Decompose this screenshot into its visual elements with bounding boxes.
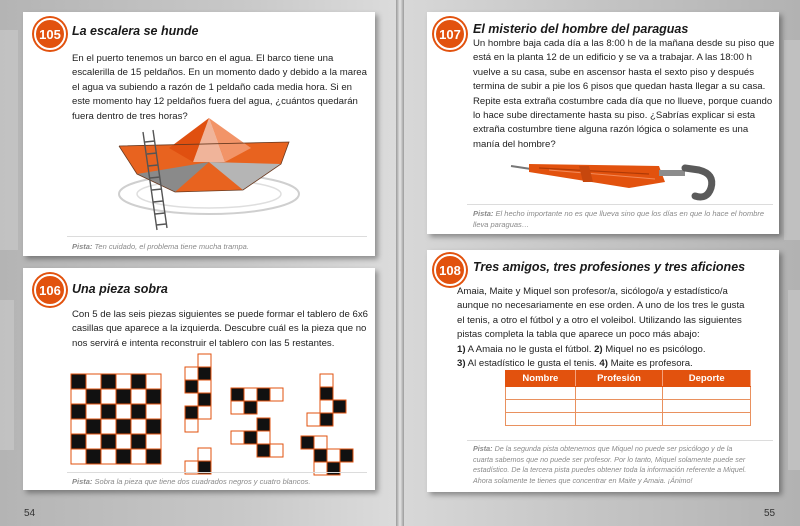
table-cell[interactable] bbox=[506, 400, 576, 413]
board-square bbox=[101, 419, 116, 434]
page-decoration bbox=[0, 30, 18, 250]
hint-divider bbox=[67, 236, 367, 237]
table-cell[interactable] bbox=[575, 387, 663, 400]
puzzle-piece bbox=[185, 448, 211, 474]
umbrella-tip bbox=[511, 166, 531, 169]
hint-divider bbox=[467, 440, 773, 441]
board-square bbox=[257, 431, 270, 444]
board-square bbox=[314, 436, 327, 449]
board-square bbox=[198, 448, 211, 461]
board-square bbox=[320, 400, 333, 413]
board-square bbox=[257, 388, 270, 401]
problem-108-card bbox=[427, 250, 779, 492]
table-cell[interactable] bbox=[575, 400, 663, 413]
answer-table bbox=[505, 370, 751, 426]
board-square bbox=[116, 419, 131, 434]
board-square bbox=[101, 404, 116, 419]
board-square bbox=[131, 389, 146, 404]
clues-line-1: 1) A Amaia no le gusta el fútbol. 2) Miquel no es psicólogo. bbox=[457, 343, 706, 355]
problem-title: Una pieza sobra bbox=[72, 282, 168, 296]
hint: Pista: Sobra la pieza que tiene dos cuadrados negros y cuatro blancos. bbox=[72, 477, 311, 486]
board-square bbox=[86, 374, 101, 389]
board-square bbox=[340, 449, 353, 462]
board-square bbox=[320, 387, 333, 400]
problem-number-badge: 105 bbox=[34, 18, 66, 50]
problem-statement: Un hombre baja cada día a las 8:00 h de la mañana desde su piso que está en la planta 12 de un edificio y se va a trabajar. A las 18:00 h vuelve a su casa, sube en ascensor hasta el sexto piso y después termina de subir a pie los 6 pisos que quedan hasta llegar a su casa. Repite esta extraña costumbre cada día que no llueve, porque cuando lo hace sube directamente hasta su piso. ¿Sabrías explicar si esta extraña costumbre tiene alguna razón lógica o solamente es una manía del hombre? bbox=[473, 38, 775, 150]
board-square bbox=[86, 449, 101, 464]
puzzle-piece bbox=[231, 388, 283, 414]
problem-title: La escalera se hunde bbox=[72, 24, 199, 38]
board-square bbox=[314, 449, 327, 462]
board-square bbox=[86, 419, 101, 434]
board-square bbox=[327, 449, 340, 462]
problem-title: Tres amigos, tres profesiones y tres aficiones bbox=[473, 260, 746, 274]
board-square bbox=[146, 434, 161, 449]
board-square bbox=[86, 434, 101, 449]
board-square bbox=[257, 418, 270, 431]
right-page bbox=[400, 0, 800, 526]
umbrella-shaft bbox=[659, 170, 685, 176]
hint-divider bbox=[467, 204, 773, 205]
board-square bbox=[116, 449, 131, 464]
puzzle-pieces bbox=[183, 352, 373, 482]
page-number: 55 bbox=[764, 508, 776, 519]
puzzle-piece bbox=[185, 354, 211, 432]
table-cell[interactable] bbox=[506, 413, 576, 426]
board-square bbox=[146, 389, 161, 404]
board-square bbox=[86, 404, 101, 419]
board-square bbox=[198, 380, 211, 393]
puzzle-piece bbox=[231, 418, 283, 457]
problem-number-badge: 107 bbox=[434, 18, 466, 50]
umbrella-canopy bbox=[529, 164, 665, 188]
table-cell[interactable] bbox=[663, 413, 751, 426]
board-square bbox=[116, 374, 131, 389]
board-square bbox=[320, 413, 333, 426]
board-square bbox=[146, 419, 161, 434]
board-square bbox=[231, 431, 244, 444]
table-cell[interactable] bbox=[575, 413, 663, 426]
hint: Pista: De la segunda pista obtenemos que Miquel no puede ser psicólogo y de la cuarta sabemos que no puede ser profesor. Por lo tanto, Miquel solamente puede ser estadístico. De la tercera pista puedes obtener toda la información referente a Miquel. Ahora solamente te tienes que concentrar en Maite y Amaia. ¡Ánimo! bbox=[473, 444, 747, 485]
board-square bbox=[185, 406, 198, 419]
problem-statement: Con 5 de las seis piezas siguientes se puede formar el tablero de 6x6 casillas que aparece a la izquierda. Descubre cuál es la pieza que no nos servirá e intenta reconstruir el tablero con las 5 restantes. bbox=[72, 309, 368, 349]
board-square bbox=[257, 444, 270, 457]
board-square bbox=[244, 401, 257, 414]
problem-statement: En el puerto tenemos un barco en el agua. El barco tiene una escalerilla de 15 peldaños. En un momento dado y debido a la marea el agua va subiendo a razón de 1 peldaño cada media hora. Si en este momento hay 12 peldaños fuera del agua, ¿cuántos quedarán fuera dentro de tres horas? bbox=[72, 53, 367, 122]
problem-title: El misterio del hombre del paraguas bbox=[473, 22, 689, 36]
board-square bbox=[327, 462, 340, 475]
board-square bbox=[71, 404, 86, 419]
board-square bbox=[86, 389, 101, 404]
board-square bbox=[320, 374, 333, 387]
board-square bbox=[146, 374, 161, 389]
board-square bbox=[231, 388, 244, 401]
board-square bbox=[71, 449, 86, 464]
hint: Pista: Ten cuidado, el problema tiene mucha trampa. bbox=[72, 242, 249, 251]
page-decoration bbox=[0, 300, 14, 450]
board-square bbox=[71, 389, 86, 404]
page-number: 54 bbox=[24, 508, 36, 519]
board-square bbox=[146, 404, 161, 419]
board-square bbox=[270, 444, 283, 457]
board-square bbox=[101, 434, 116, 449]
board-square bbox=[244, 388, 257, 401]
board-square bbox=[185, 419, 198, 432]
board-square bbox=[301, 436, 314, 449]
board-square bbox=[198, 354, 211, 367]
book-spine bbox=[396, 0, 404, 526]
board-square bbox=[101, 449, 116, 464]
table-cell[interactable] bbox=[506, 387, 576, 400]
problem-106-card bbox=[23, 268, 375, 490]
board-square bbox=[198, 367, 211, 380]
problem-105-card bbox=[23, 12, 375, 256]
board-square bbox=[198, 406, 211, 419]
board-square bbox=[146, 449, 161, 464]
page-decoration bbox=[788, 290, 800, 470]
table-row bbox=[506, 387, 751, 400]
problem-statement: Amaia, Maite y Miquel son profesor/a, sicólogo/a y estadístico/a aunque no necesariamente en ese orden. A uno de los tres le gusta el tenis, a otro el fútbol y a otro el voleibol. Utilizando las siguientes pistas completa la tabla que aparece un poco más abajo: 1) A Amaia no le gusta el fútbol. 2) Miquel no es psicólogo. 3) Al estadístico le gusta el tenis. 4) Maite es profesora. bbox=[457, 285, 777, 371]
board-square bbox=[101, 374, 116, 389]
umbrella-handle bbox=[685, 168, 712, 197]
table-row bbox=[506, 400, 751, 413]
board-square bbox=[131, 374, 146, 389]
board-square bbox=[131, 449, 146, 464]
board-square bbox=[270, 388, 283, 401]
board-square bbox=[185, 380, 198, 393]
board-square bbox=[314, 462, 327, 475]
board-square bbox=[116, 434, 131, 449]
checkerboard-6x6 bbox=[69, 372, 169, 472]
hint-divider bbox=[67, 472, 367, 473]
board-square bbox=[131, 419, 146, 434]
table-header: Profesión bbox=[575, 371, 663, 387]
board-square bbox=[198, 393, 211, 406]
table-cell[interactable] bbox=[663, 387, 751, 400]
problem-number-badge: 108 bbox=[434, 254, 466, 286]
table-cell[interactable] bbox=[663, 400, 751, 413]
board-square bbox=[185, 367, 198, 380]
board-square bbox=[131, 404, 146, 419]
board-square bbox=[71, 374, 86, 389]
folded-umbrella-illustration bbox=[509, 152, 719, 208]
board-square bbox=[333, 400, 346, 413]
board-square bbox=[116, 389, 131, 404]
problem-number-badge: 106 bbox=[34, 274, 66, 306]
board-square bbox=[131, 434, 146, 449]
page-decoration bbox=[784, 40, 800, 240]
board-square bbox=[231, 401, 244, 414]
table-row bbox=[506, 413, 751, 426]
problem-107-card bbox=[427, 12, 779, 234]
puzzle-piece bbox=[301, 436, 353, 475]
table-header: Deporte bbox=[663, 371, 751, 387]
board-square bbox=[101, 389, 116, 404]
board-square bbox=[307, 413, 320, 426]
board-square bbox=[116, 404, 131, 419]
board-square bbox=[71, 419, 86, 434]
paper-boat-illustration bbox=[111, 112, 311, 232]
board-square bbox=[244, 431, 257, 444]
hint: Pista: El hecho importante no es que llueva sino que los días en que lo hace el hombre lleva paraguas… bbox=[473, 209, 765, 229]
puzzle-piece bbox=[307, 374, 346, 426]
board-square bbox=[71, 434, 86, 449]
table-header: Nombre bbox=[506, 371, 576, 387]
clues-line-2: 3) Al estadístico le gusta el tenis. 4) Maite es profesora. bbox=[457, 358, 693, 370]
